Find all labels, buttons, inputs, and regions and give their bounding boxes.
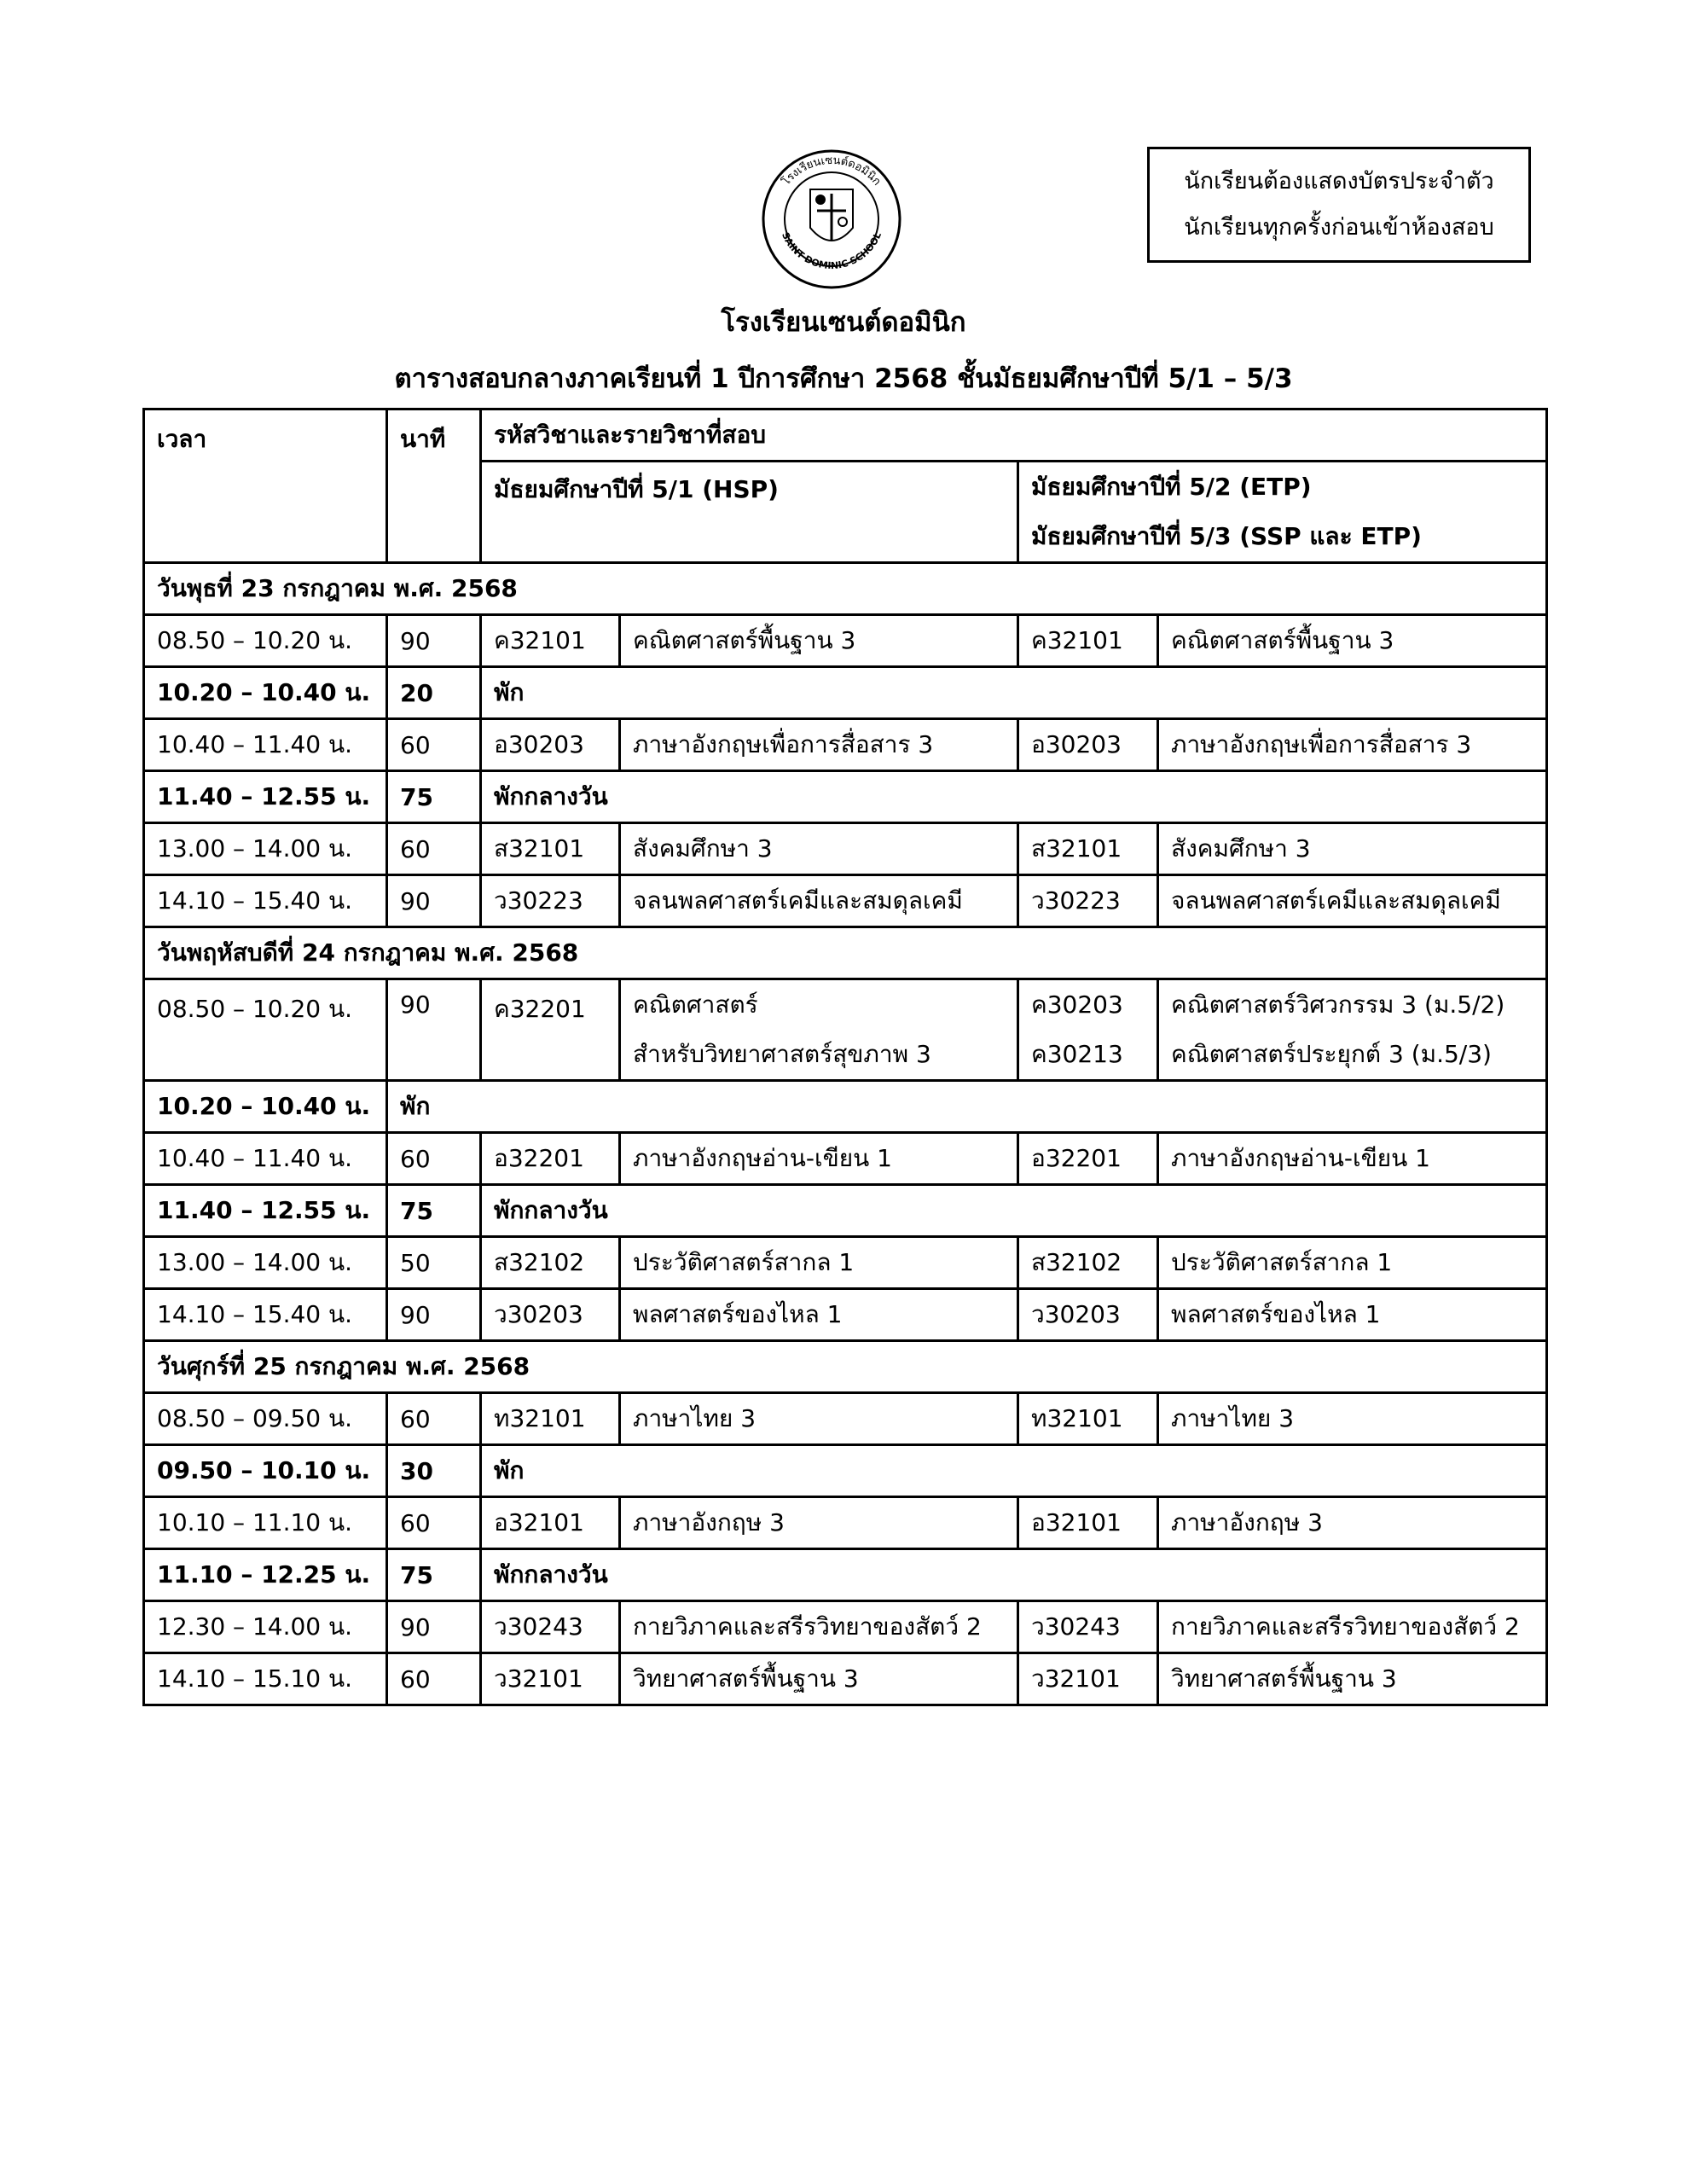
time-cell: 09.50 – 10.10 น. (144, 1445, 387, 1497)
exam-row (144, 1133, 1547, 1185)
minutes-cell: 75 (387, 771, 481, 823)
subject-name-5-2-5-3: จลนพลศาสตร์เคมีและสมดุลเคมี (1158, 875, 1547, 927)
school-name: โรงเรียนเซนต์ดอมินิก (721, 307, 966, 338)
minutes-cell: 75 (387, 1185, 481, 1237)
time-cell: 14.10 – 15.10 น. (144, 1653, 387, 1705)
subject-code-5-2-5-3: ว30243 (1018, 1601, 1158, 1653)
minutes-cell: 60 (387, 1653, 481, 1705)
time-cell: 14.10 – 15.40 น. (144, 875, 387, 927)
time-cell: 13.00 – 14.00 น. (144, 1237, 387, 1289)
minutes-cell: 90 (387, 979, 481, 1081)
subject-name-5-1: ภาษาไทย 3 (620, 1393, 1018, 1445)
day-row (144, 1341, 1547, 1393)
subject-code-5-2-5-3: ค32101 (1018, 615, 1158, 667)
day-label: วันพฤหัสบดีที่ 24 กรกฎาคม พ.ศ. 2568 (144, 927, 1547, 979)
minutes-cell: 90 (387, 615, 481, 667)
break-label: พัก (481, 1445, 1547, 1497)
header-class-5-2: มัธยมศึกษาปีที่ 5/2 (ETP) (1018, 462, 1547, 513)
break-label: พักกลางวัน (481, 1185, 1547, 1237)
subject-name-5-2-5-3: ภาษาอังกฤษเพื่อการสื่อสาร 3 (1158, 719, 1547, 771)
minutes-cell: 90 (387, 1601, 481, 1653)
subject-code-5-2-5-3: ว30223 (1018, 875, 1158, 927)
subject-code-5-2-5-3: อ32201 (1018, 1133, 1158, 1185)
time-cell: 08.50 – 10.20 น. (144, 615, 387, 667)
subject-code-5-1: ว30243 (481, 1601, 620, 1653)
exam-row (144, 979, 1547, 1081)
subject-name-5-1: พลศาสตร์ของไหล 1 (620, 1289, 1018, 1341)
subject-code-5-1: ว30223 (481, 875, 620, 927)
exam-row (144, 1237, 1547, 1289)
time-cell: 10.40 – 11.40 น. (144, 1133, 387, 1185)
exam-row (144, 823, 1547, 875)
subject-name-5-1: วิทยาศาสตร์พื้นฐาน 3 (620, 1653, 1018, 1705)
subject-code-5-1: ส32102 (481, 1237, 620, 1289)
header-minutes: นาที (387, 410, 481, 563)
time-cell: 10.10 – 11.10 น. (144, 1497, 387, 1549)
day-row (144, 563, 1547, 615)
time-cell: 12.30 – 14.00 น. (144, 1601, 387, 1653)
subject-name-line-1: คณิตศาสตร์วิศวกรรม 3 (ม.5/2) (1171, 990, 1505, 1019)
subject-code-5-1: ค32201 (481, 979, 620, 1081)
exam-row (144, 875, 1547, 927)
subject-code-5-2-5-3: ส32101 (1018, 823, 1158, 875)
time-cell: 11.40 – 12.55 น. (144, 771, 387, 823)
subject-code-5-1: อ30203 (481, 719, 620, 771)
subject-name-line-2: สำหรับวิทยาศาสตร์สุขภาพ 3 (633, 1040, 931, 1068)
exam-row (144, 1601, 1547, 1653)
break-row (144, 1185, 1547, 1237)
minutes-cell: 20 (387, 667, 481, 719)
break-row (144, 1549, 1547, 1601)
subject-name-5-1: ภาษาอังกฤษเพื่อการสื่อสาร 3 (620, 719, 1018, 771)
minutes-cell: 60 (387, 719, 481, 771)
subject-code-5-2-5-3 (1018, 979, 1158, 1081)
exam-row (144, 1289, 1547, 1341)
notice-line-2: นักเรียนทุกครั้งก่อนเข้าห้องสอบ (1184, 214, 1494, 241)
minutes-cell: 60 (387, 1133, 481, 1185)
time-cell: 14.10 – 15.40 น. (144, 1289, 387, 1341)
subject-name-5-1: คณิตศาสตร์พื้นฐาน 3 (620, 615, 1018, 667)
subject-name-5-2-5-3: ภาษาไทย 3 (1158, 1393, 1547, 1445)
subject-name-5-1 (620, 979, 1018, 1081)
day-row (144, 927, 1547, 979)
page-title: ตารางสอบกลางภาคเรียนที่ 1 ปีการศึกษา 2568 ชั้นมัธยมศึกษาปีที่ 5/1 – 5/3 (394, 363, 1293, 394)
subject-name-line-1: คณิตศาสตร์ (633, 990, 758, 1019)
subject-name-5-2-5-3: ภาษาอังกฤษอ่าน-เขียน 1 (1158, 1133, 1547, 1185)
subject-name-5-2-5-3: ประวัติศาสตร์สากล 1 (1158, 1237, 1547, 1289)
subject-code-line-2: ค30213 (1031, 1040, 1123, 1068)
minutes-cell: 60 (387, 823, 481, 875)
subject-code-5-1: อ32201 (481, 1133, 620, 1185)
break-row (144, 1445, 1547, 1497)
subject-name-5-1: สังคมศึกษา 3 (620, 823, 1018, 875)
break-label: พัก (481, 667, 1547, 719)
break-row (144, 771, 1547, 823)
subject-name-5-1: ภาษาอังกฤษ 3 (620, 1497, 1018, 1549)
subject-name-5-2-5-3: ภาษาอังกฤษ 3 (1158, 1497, 1547, 1549)
subject-name-5-2-5-3: พลศาสตร์ของไหล 1 (1158, 1289, 1547, 1341)
time-cell: 10.20 – 10.40 น. (144, 1081, 387, 1133)
subject-code-5-2-5-3: ว30203 (1018, 1289, 1158, 1341)
logo-text-top: โรงเรียนเซนต์ดอมินิก (780, 154, 884, 189)
subject-code-5-2-5-3: ท32101 (1018, 1393, 1158, 1445)
exam-row (144, 615, 1547, 667)
subject-code-5-2-5-3: อ30203 (1018, 719, 1158, 771)
break-label: พักกลางวัน (481, 771, 1547, 823)
break-row (144, 667, 1547, 719)
id-card-notice (1147, 147, 1531, 263)
header-subjects: รหัสวิชาและรายวิชาที่สอบ (481, 410, 1547, 462)
minutes-cell: 30 (387, 1445, 481, 1497)
subject-code-5-2-5-3: ส32102 (1018, 1237, 1158, 1289)
subject-name-5-1: จลนพลศาสตร์เคมีและสมดุลเคมี (620, 875, 1018, 927)
svg-text:โรงเรียนเซนต์ดอมินิก (780, 154, 884, 189)
time-cell: 08.50 – 09.50 น. (144, 1393, 387, 1445)
time-cell: 11.40 – 12.55 น. (144, 1185, 387, 1237)
subject-name-5-2-5-3: คณิตศาสตร์พื้นฐาน 3 (1158, 615, 1547, 667)
exam-row (144, 1653, 1547, 1705)
subject-name-5-2-5-3: สังคมศึกษา 3 (1158, 823, 1547, 875)
minutes-cell: 60 (387, 1393, 481, 1445)
subject-name-5-2-5-3: กายวิภาคและสรีรวิทยาของสัตว์ 2 (1158, 1601, 1547, 1653)
minutes-cell: 75 (387, 1549, 481, 1601)
minutes-cell: 60 (387, 1497, 481, 1549)
subject-code-5-2-5-3: ว32101 (1018, 1653, 1158, 1705)
header-time: เวลา (144, 410, 387, 563)
header-class-5-3: มัธยมศึกษาปีที่ 5/3 (SSP และ ETP) (1018, 512, 1547, 563)
time-cell: 08.50 – 10.20 น. (144, 979, 387, 1081)
subject-code-line-1: ค30203 (1031, 990, 1123, 1019)
subject-code-5-1: อ32101 (481, 1497, 620, 1549)
time-cell: 10.20 – 10.40 น. (144, 667, 387, 719)
subject-code-5-1: ค32101 (481, 615, 620, 667)
header-class-5-1: มัธยมศึกษาปีที่ 5/1 (HSP) (481, 462, 1018, 563)
time-cell: 13.00 – 14.00 น. (144, 823, 387, 875)
minutes-cell: 90 (387, 1289, 481, 1341)
subject-code-5-1: ส32101 (481, 823, 620, 875)
exam-row (144, 1393, 1547, 1445)
break-label: พัก (387, 1081, 1547, 1133)
break-row (144, 1081, 1547, 1133)
school-crest-icon (759, 147, 904, 292)
minutes-cell: 50 (387, 1237, 481, 1289)
day-label: วันพุธที่ 23 กรกฎาคม พ.ศ. 2568 (144, 563, 1547, 615)
subject-name-5-1: ภาษาอังกฤษอ่าน-เขียน 1 (620, 1133, 1018, 1185)
subject-name-5-1: กายวิภาคและสรีรวิทยาของสัตว์ 2 (620, 1601, 1018, 1653)
subject-name-5-1: ประวัติศาสตร์สากล 1 (620, 1237, 1018, 1289)
subject-name-5-2-5-3 (1158, 979, 1547, 1081)
header-row (144, 410, 1547, 462)
logo-text-bottom: SAINT DOMINIC SCHOOL (779, 230, 884, 272)
subject-name-line-2: คณิตศาสตร์ประยุกต์ 3 (ม.5/3) (1171, 1040, 1492, 1068)
exam-row (144, 1497, 1547, 1549)
subject-code-5-1: ท32101 (481, 1393, 620, 1445)
notice-line-1: นักเรียนต้องแสดงบัตรประจำตัว (1184, 168, 1494, 195)
subject-name-5-2-5-3: วิทยาศาสตร์พื้นฐาน 3 (1158, 1653, 1547, 1705)
subject-code-5-1: ว30203 (481, 1289, 620, 1341)
minutes-cell: 90 (387, 875, 481, 927)
exam-schedule-table (142, 408, 1548, 1706)
break-label: พักกลางวัน (481, 1549, 1547, 1601)
time-cell: 11.10 – 12.25 น. (144, 1549, 387, 1601)
subject-code-5-1: ว32101 (481, 1653, 620, 1705)
exam-row (144, 719, 1547, 771)
time-cell: 10.40 – 11.40 น. (144, 719, 387, 771)
day-label: วันศุกร์ที่ 25 กรกฎาคม พ.ศ. 2568 (144, 1341, 1547, 1393)
subject-code-5-2-5-3: อ32101 (1018, 1497, 1158, 1549)
